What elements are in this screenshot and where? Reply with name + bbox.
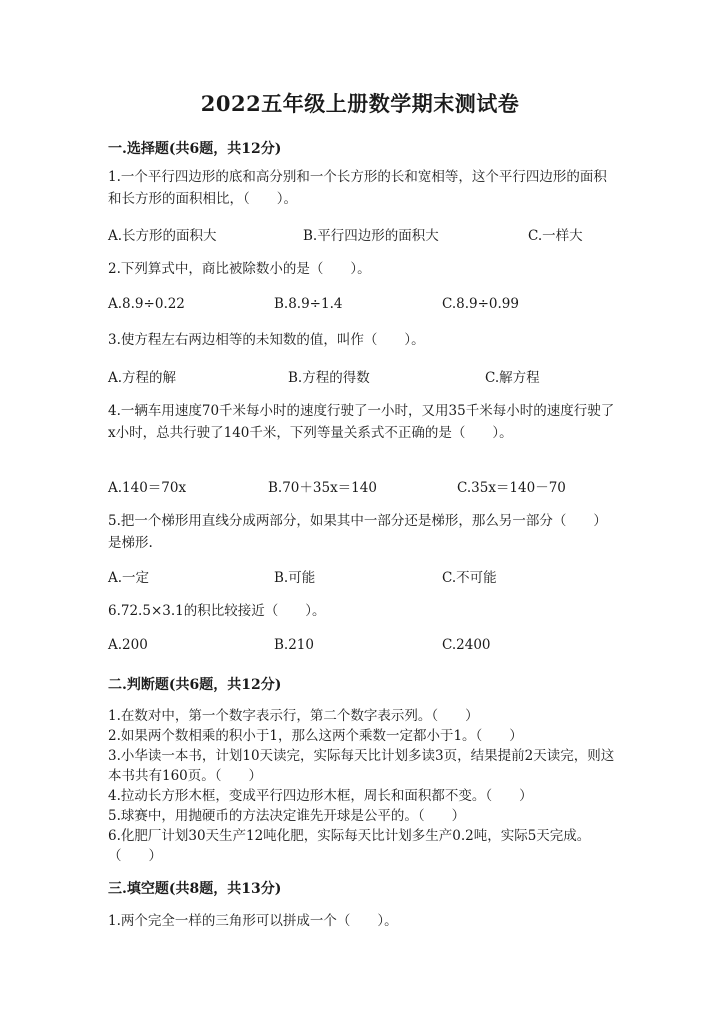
- option-c: C.解方程: [485, 370, 540, 386]
- question-options: [108, 366, 628, 386]
- section-heading-fill: 三.填空题(共8题，共13分): [108, 881, 282, 897]
- section-heading-choice: 一.选择题(共6题，共12分): [108, 141, 282, 157]
- option-b: B.方程的得数: [288, 370, 370, 386]
- page-title: 2022五年级上册数学期末测试卷: [200, 91, 520, 116]
- option-a: A.8.9÷0.22: [108, 296, 185, 312]
- judge-item: 3.小华读一本书，计划10天读完，实际每天比计划多读3页，结果提前2天读完，则这本书共有160页。（ ）: [108, 748, 615, 784]
- question-options: [108, 476, 628, 496]
- question-options: [108, 224, 628, 244]
- judge-item: 2.如果两个数相乘的积小于1，那么这两个乘数一定都小于1。（ ）: [108, 728, 523, 744]
- option-c: C.35x＝140－70: [457, 480, 566, 496]
- option-a: A.一定: [108, 570, 150, 586]
- question-text: 3.使方程左右两边相等的未知数的值，叫作（ ）。: [108, 332, 425, 348]
- option-c: C.不可能: [442, 570, 497, 586]
- option-a: A.方程的解: [108, 370, 177, 386]
- option-c: C.一样大: [528, 228, 583, 244]
- fill-item: 1.两个完全一样的三角形可以拼成一个（ ）。: [108, 913, 398, 929]
- option-a: A.140＝70x: [108, 480, 187, 496]
- question-options: [108, 296, 628, 316]
- question-options: [108, 637, 628, 657]
- question-text: 5.把一个梯形用直线分成两部分，如果其中一部分还是梯形，那么另一部分（ ）是梯形.: [108, 513, 607, 551]
- judge-item: 4.拉动长方形木框，变成平行四边形木框，周长和面积都不变。（ ）: [108, 788, 533, 804]
- option-b: B.70＋35x＝140: [268, 480, 377, 496]
- judge-item: 6.化肥厂计划30天生产12吨化肥，实际每天比计划多生产0.2吨，实际5天完成。（ ）: [108, 828, 591, 864]
- option-a: A.长方形的面积大: [108, 228, 217, 244]
- section-heading-judge: 二.判断题(共6题，共12分): [108, 677, 282, 693]
- question-text: 6.72.5×3.1的积比较接近（ ）。: [108, 603, 326, 619]
- judge-item: 1.在数对中，第一个数字表示行，第二个数字表示列。（ ）: [108, 708, 479, 724]
- question-text: 4.一辆车用速度70千米每小时的速度行驶了一小时，又用35千米每小时的速度行驶了x小时，总共行驶了140千米，下列等量关系式不正确的是（ ）。: [108, 403, 615, 441]
- question-options: [108, 566, 628, 586]
- option-a: A.200: [108, 637, 148, 653]
- option-b: B.210: [274, 637, 314, 653]
- option-b: B.可能: [274, 570, 316, 586]
- option-b: B.平行四边形的面积大: [303, 228, 439, 244]
- question-text: 2.下列算式中，商比被除数小的是（ ）。: [108, 261, 371, 277]
- question-text: 1.一个平行四边形的底和高分别和一个长方形的长和宽相等，这个平行四边形的面积和长方形的面积相比，（ ）。: [108, 169, 607, 207]
- option-c: C.8.9÷0.99: [442, 296, 519, 312]
- option-b: B.8.9÷1.4: [274, 296, 343, 312]
- judge-item: 5.球赛中，用抛硬币的方法决定谁先开球是公平的。（ ）: [108, 808, 466, 824]
- option-c: C.2400: [442, 637, 491, 653]
